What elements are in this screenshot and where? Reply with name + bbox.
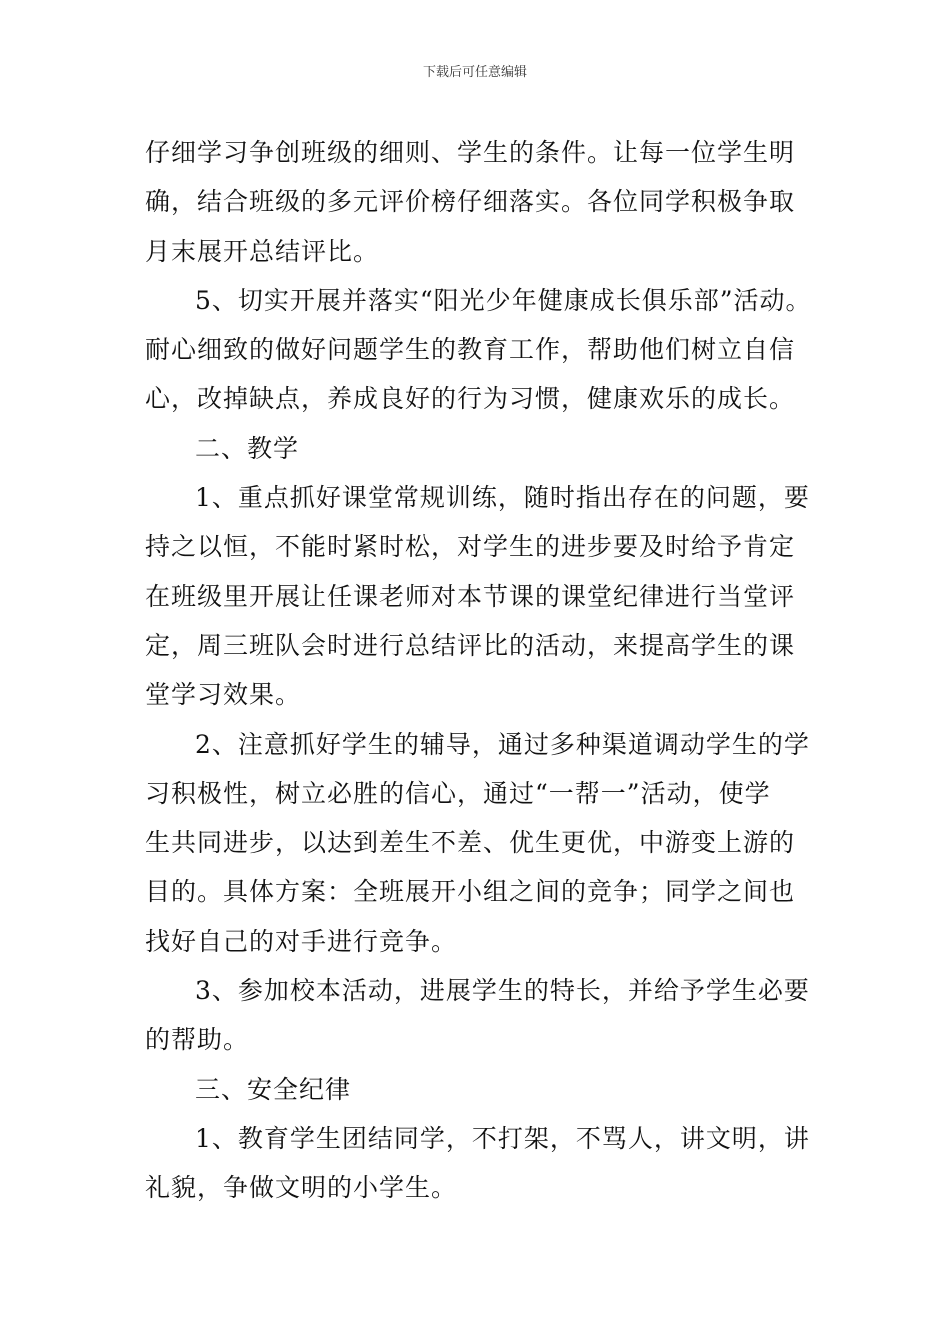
text-line: 心，改掉缺点，养成良好的行为习惯，健康欢乐的成长。 — [145, 384, 796, 414]
section-heading-teaching: 二、教学 — [195, 433, 300, 463]
text-line: 生共同进步，以达到差生不差、优生更优，中游变上游的 — [145, 828, 796, 858]
paragraph-start-line: 1、教育学生团结同学，不打架，不骂人，讲文明，讲 — [195, 1123, 810, 1153]
paragraph-start-line: 2、注意抓好学生的辅导，通过多种渠道调动学生的学 — [195, 729, 810, 759]
section-heading-safety: 三、安全纪律 — [195, 1074, 352, 1104]
text-line: 的帮助。 — [145, 1025, 250, 1055]
text-line: 习积极性，树立必胜的信心，通过“一帮一”活动，使学 — [145, 778, 771, 808]
page-header: 下载后可任意编辑 — [422, 65, 527, 80]
text-line: 礼貌，争做文明的小学生。 — [145, 1173, 458, 1203]
text-line: 目的。具体方案：全班展开小组之间的竞争；同学之间也 — [145, 877, 796, 907]
text-line: 仔细学习争创班级的细则、学生的条件。让每一位学生明 — [145, 138, 796, 167]
text-line: 耐心细致的做好问题学生的教育工作，帮助他们树立自信 — [145, 335, 796, 365]
text-line: 堂学习效果。 — [145, 680, 302, 710]
document-body — [145, 128, 825, 1213]
text-line: 找好自己的对手进行竞争。 — [145, 926, 458, 956]
text-line: 持之以恒，不能时紧时松，对学生的进步要及时给予肯定 — [145, 532, 796, 562]
text-line: 在班级里开展让任课老师对本节课的课堂纪律进行当堂评 — [145, 581, 796, 611]
paragraph-start-line: 1、重点抓好课堂常规训练，随时指出存在的问题，要 — [195, 483, 810, 513]
paragraph-start-line: 3、参加校本活动，进展学生的特长，并给予学生必要 — [195, 976, 810, 1006]
paragraph-start-line: 5、切实开展并落实“阳光少年健康成长俱乐部”活动。 — [195, 285, 812, 315]
text-line: 定，周三班队会时进行总结评比的活动，来提高学生的课 — [145, 630, 796, 660]
text-line: 确，结合班级的多元评价榜仔细落实。各位同学积极争取 — [145, 187, 796, 217]
text-line: 月末展开总结评比。 — [145, 236, 380, 266]
